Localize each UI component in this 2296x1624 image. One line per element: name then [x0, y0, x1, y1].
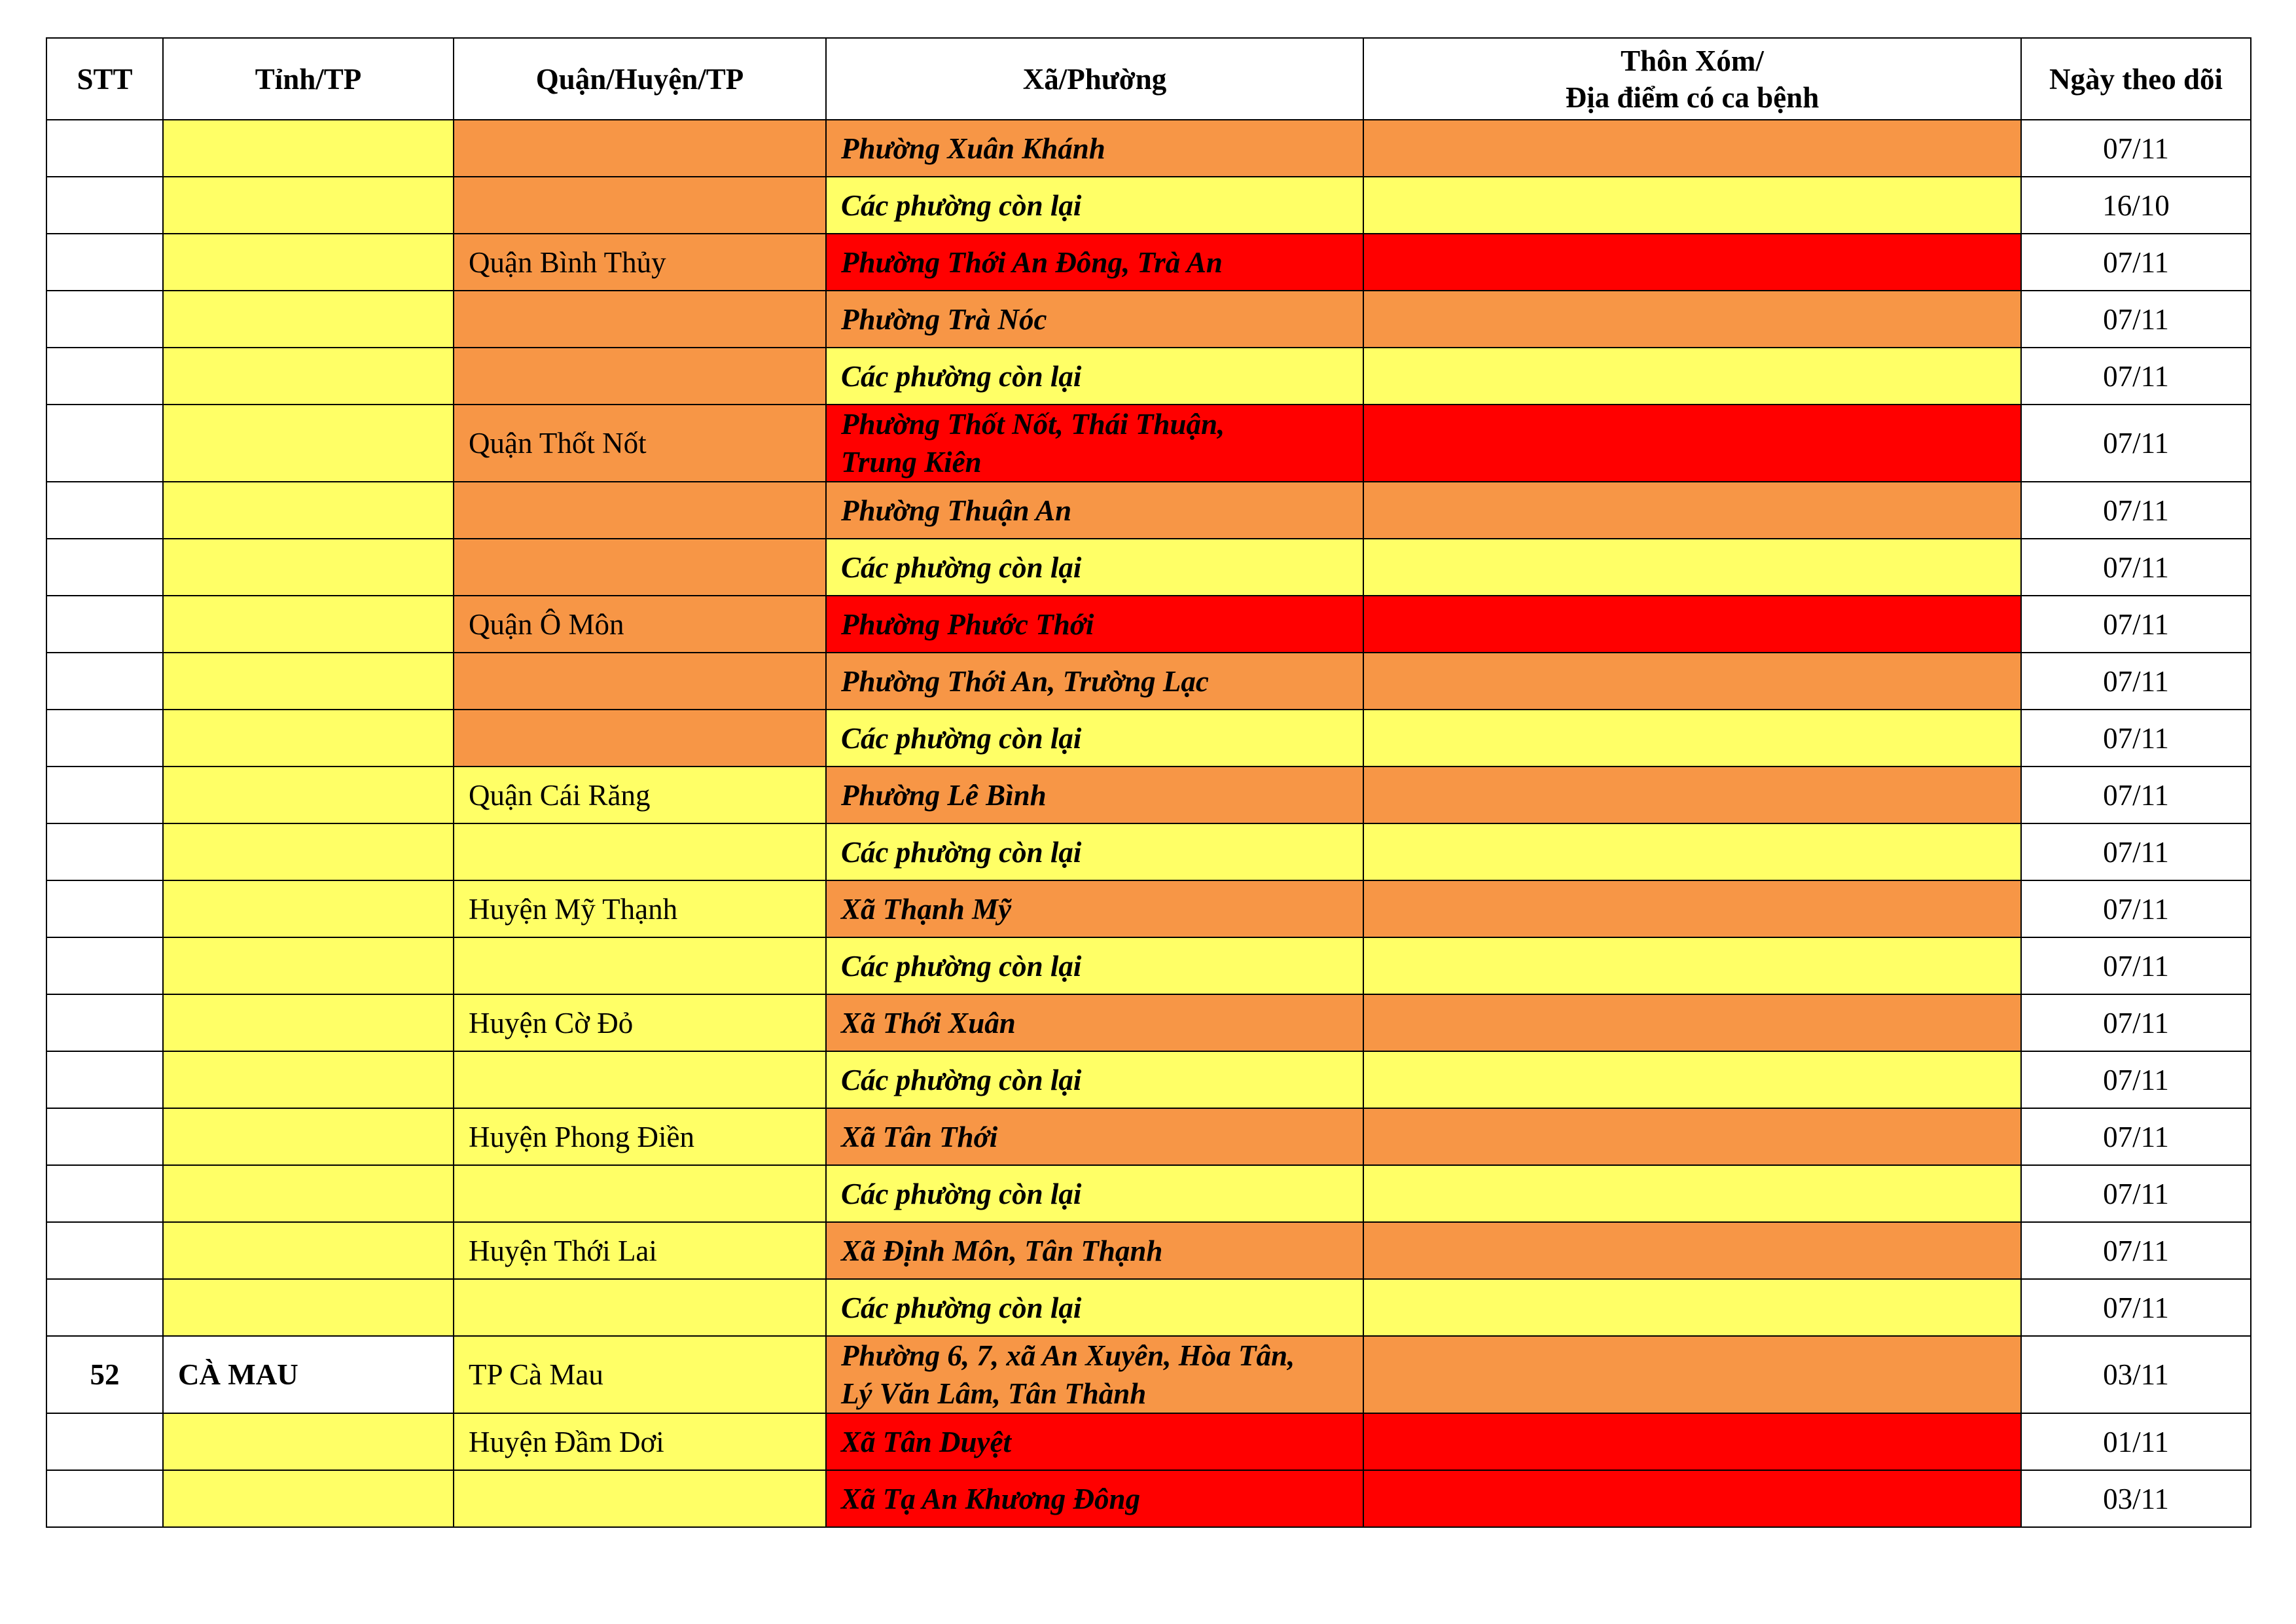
province-cell	[163, 653, 454, 710]
ward-cell: Các phường còn lại	[826, 937, 1363, 994]
date-cell: 07/11	[2021, 1222, 2251, 1279]
stt-cell	[46, 1165, 163, 1222]
header-date: Ngày theo dõi	[2021, 38, 2251, 120]
date-cell: 07/11	[2021, 1279, 2251, 1336]
ward-cell: Phường Xuân Khánh	[826, 120, 1363, 177]
village-cell	[1363, 291, 2021, 348]
ward-line: Lý Văn Lâm, Tân Thành	[841, 1377, 1147, 1410]
ward-line: Phường 6, 7, xã An Xuyên, Hòa Tân,	[841, 1339, 1295, 1372]
table-row	[46, 937, 2251, 994]
province-cell	[163, 823, 454, 880]
date-cell: 07/11	[2021, 348, 2251, 405]
ward-cell: Phường Thới An Đông, Trà An	[826, 234, 1363, 291]
table-row	[46, 482, 2251, 539]
district-cell	[454, 539, 826, 596]
village-cell	[1363, 1470, 2021, 1527]
ward-cell: Xã Tân Thới	[826, 1108, 1363, 1165]
ward-cell: Các phường còn lại	[826, 1165, 1363, 1222]
village-cell	[1363, 994, 2021, 1051]
date-cell: 16/10	[2021, 177, 2251, 234]
district-cell: Huyện Thới Lai	[454, 1222, 826, 1279]
village-cell	[1363, 1279, 2021, 1336]
district-cell: Quận Thốt Nốt	[454, 405, 826, 482]
ward-cell	[826, 405, 1363, 482]
district-cell	[454, 1051, 826, 1108]
date-cell: 07/11	[2021, 1108, 2251, 1165]
ward-cell: Các phường còn lại	[826, 539, 1363, 596]
village-cell	[1363, 596, 2021, 653]
province-cell	[163, 1413, 454, 1470]
village-cell	[1363, 710, 2021, 767]
province-cell	[163, 937, 454, 994]
table-header-row	[46, 38, 2251, 120]
date-cell: 07/11	[2021, 482, 2251, 539]
village-cell	[1363, 177, 2021, 234]
province-cell	[163, 348, 454, 405]
ward-cell: Phường Thuận An	[826, 482, 1363, 539]
table-row	[46, 823, 2251, 880]
stt-cell	[46, 1279, 163, 1336]
table-row	[46, 1279, 2251, 1336]
ward-cell: Phường Thới An, Trường Lạc	[826, 653, 1363, 710]
header-ward: Xã/Phường	[826, 38, 1363, 120]
village-cell	[1363, 823, 2021, 880]
province-cell	[163, 767, 454, 823]
table-row	[46, 1470, 2251, 1527]
province-cell	[163, 596, 454, 653]
date-cell: 07/11	[2021, 653, 2251, 710]
ward-line: Phường Thốt Nốt, Thái Thuận,	[841, 408, 1225, 441]
stt-cell	[46, 120, 163, 177]
ward-cell: Các phường còn lại	[826, 1051, 1363, 1108]
district-cell	[454, 937, 826, 994]
table-row	[46, 177, 2251, 234]
date-cell: 03/11	[2021, 1336, 2251, 1413]
stt-cell	[46, 1051, 163, 1108]
header-province: Tỉnh/TP	[163, 38, 454, 120]
province-cell	[163, 539, 454, 596]
date-cell: 07/11	[2021, 405, 2251, 482]
date-cell: 07/11	[2021, 710, 2251, 767]
village-cell	[1363, 348, 2021, 405]
table-row	[46, 1222, 2251, 1279]
district-cell	[454, 1470, 826, 1527]
stt-cell	[46, 994, 163, 1051]
province-cell	[163, 1470, 454, 1527]
table-row	[46, 710, 2251, 767]
stt-cell	[46, 291, 163, 348]
stt-cell	[46, 767, 163, 823]
table-row	[46, 994, 2251, 1051]
village-cell	[1363, 120, 2021, 177]
stt-cell	[46, 937, 163, 994]
district-cell: Huyện Đầm Dơi	[454, 1413, 826, 1470]
ward-cell	[826, 1336, 1363, 1413]
header-village-line1: Thôn Xóm/	[1621, 44, 1764, 77]
province-cell	[163, 234, 454, 291]
province-cell	[163, 1222, 454, 1279]
village-cell	[1363, 1108, 2021, 1165]
village-cell	[1363, 653, 2021, 710]
district-cell	[454, 348, 826, 405]
stt-cell	[46, 823, 163, 880]
table-row	[46, 291, 2251, 348]
district-cell: TP Cà Mau	[454, 1336, 826, 1413]
district-cell	[454, 120, 826, 177]
table-row	[46, 1108, 2251, 1165]
date-cell: 03/11	[2021, 1470, 2251, 1527]
district-cell: Quận Bình Thủy	[454, 234, 826, 291]
ward-cell: Phường Phước Thới	[826, 596, 1363, 653]
stt-cell: 52	[46, 1336, 163, 1413]
stt-cell	[46, 1222, 163, 1279]
province-cell	[163, 880, 454, 937]
district-cell	[454, 710, 826, 767]
header-village-line2: Địa điểm có ca bệnh	[1565, 81, 1820, 114]
ward-cell: Các phường còn lại	[826, 710, 1363, 767]
ward-cell: Các phường còn lại	[826, 348, 1363, 405]
ward-line: Trung Kiên	[841, 446, 982, 478]
district-cell	[454, 1279, 826, 1336]
date-cell: 07/11	[2021, 596, 2251, 653]
date-cell: 07/11	[2021, 880, 2251, 937]
village-cell	[1363, 880, 2021, 937]
ward-cell: Xã Thạnh Mỹ	[826, 880, 1363, 937]
stt-cell	[46, 348, 163, 405]
date-cell: 07/11	[2021, 994, 2251, 1051]
province-cell	[163, 120, 454, 177]
village-cell	[1363, 482, 2021, 539]
province-cell	[163, 710, 454, 767]
date-cell: 01/11	[2021, 1413, 2251, 1470]
village-cell	[1363, 937, 2021, 994]
stt-cell	[46, 1108, 163, 1165]
ward-cell: Các phường còn lại	[826, 823, 1363, 880]
ward-cell: Phường Trà Nóc	[826, 291, 1363, 348]
stt-cell	[46, 653, 163, 710]
table-row	[46, 120, 2251, 177]
ward-cell: Các phường còn lại	[826, 177, 1363, 234]
table-row	[46, 596, 2251, 653]
table-row	[46, 880, 2251, 937]
header-stt: STT	[46, 38, 163, 120]
table-row	[46, 405, 2251, 482]
province-cell	[163, 405, 454, 482]
province-cell	[163, 1108, 454, 1165]
district-cell	[454, 823, 826, 880]
table-row	[46, 348, 2251, 405]
header-district: Quận/Huyện/TP	[454, 38, 826, 120]
district-cell	[454, 653, 826, 710]
province-cell: CÀ MAU	[163, 1336, 454, 1413]
district-cell: Quận Cái Răng	[454, 767, 826, 823]
province-cell	[163, 1279, 454, 1336]
village-cell	[1363, 1222, 2021, 1279]
ward-cell: Xã Thới Xuân	[826, 994, 1363, 1051]
ward-cell: Xã Tạ An Khương Đông	[826, 1470, 1363, 1527]
table-body	[46, 120, 2251, 1527]
table-row	[46, 539, 2251, 596]
village-cell	[1363, 405, 2021, 482]
ward-cell: Xã Tân Duyệt	[826, 1413, 1363, 1470]
date-cell: 07/11	[2021, 234, 2251, 291]
province-cell	[163, 482, 454, 539]
village-cell	[1363, 1051, 2021, 1108]
ward-cell: Phường Lê Bình	[826, 767, 1363, 823]
ward-cell: Các phường còn lại	[826, 1279, 1363, 1336]
village-cell	[1363, 1413, 2021, 1470]
stt-cell	[46, 596, 163, 653]
district-cell	[454, 291, 826, 348]
district-cell	[454, 482, 826, 539]
table-row	[46, 767, 2251, 823]
district-cell	[454, 1165, 826, 1222]
stt-cell	[46, 177, 163, 234]
province-cell	[163, 1051, 454, 1108]
outbreak-table	[46, 37, 2251, 1528]
table-row	[46, 234, 2251, 291]
village-cell	[1363, 234, 2021, 291]
date-cell: 07/11	[2021, 767, 2251, 823]
stt-cell	[46, 1470, 163, 1527]
date-cell: 07/11	[2021, 1051, 2251, 1108]
date-cell: 07/11	[2021, 291, 2251, 348]
stt-cell	[46, 539, 163, 596]
province-cell	[163, 1165, 454, 1222]
district-cell	[454, 177, 826, 234]
header-village	[1363, 38, 2021, 120]
date-cell: 07/11	[2021, 937, 2251, 994]
table-row	[46, 653, 2251, 710]
date-cell: 07/11	[2021, 823, 2251, 880]
village-cell	[1363, 767, 2021, 823]
village-cell	[1363, 1165, 2021, 1222]
district-cell: Huyện Phong Điền	[454, 1108, 826, 1165]
table-row	[46, 1051, 2251, 1108]
district-cell: Quận Ô Môn	[454, 596, 826, 653]
province-cell	[163, 291, 454, 348]
date-cell: 07/11	[2021, 1165, 2251, 1222]
date-cell: 07/11	[2021, 120, 2251, 177]
stt-cell	[46, 405, 163, 482]
village-cell	[1363, 1336, 2021, 1413]
district-cell: Huyện Mỹ Thạnh	[454, 880, 826, 937]
stt-cell	[46, 710, 163, 767]
stt-cell	[46, 234, 163, 291]
village-cell	[1363, 539, 2021, 596]
province-cell	[163, 177, 454, 234]
stt-cell	[46, 880, 163, 937]
district-cell: Huyện Cờ Đỏ	[454, 994, 826, 1051]
table-row	[46, 1165, 2251, 1222]
stt-cell	[46, 482, 163, 539]
province-cell	[163, 994, 454, 1051]
table-row	[46, 1413, 2251, 1470]
ward-cell: Xã Định Môn, Tân Thạnh	[826, 1222, 1363, 1279]
date-cell: 07/11	[2021, 539, 2251, 596]
stt-cell	[46, 1413, 163, 1470]
table-row	[46, 1336, 2251, 1413]
